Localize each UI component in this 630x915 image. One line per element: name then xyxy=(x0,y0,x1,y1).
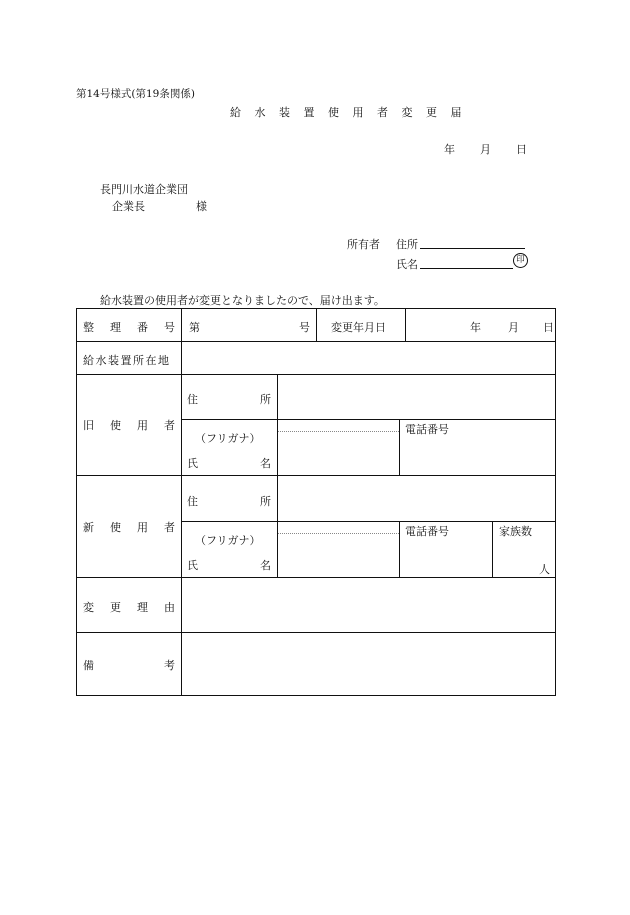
owner-name-field[interactable] xyxy=(420,268,513,269)
old-user-address-label: 住 所 xyxy=(187,393,271,406)
control-number-prefix: 第 xyxy=(189,321,200,334)
location-label: 給水装置所在地 xyxy=(83,354,171,367)
date-month-label: 月 xyxy=(480,143,491,156)
location-field[interactable] xyxy=(183,343,553,372)
form-title: 給 水 装 置 使 用 者 変 更 届 xyxy=(230,106,467,119)
change-form-table xyxy=(76,308,556,696)
old-user-furigana-label: （フリガナ） xyxy=(195,432,261,445)
family-count-label: 家族数 xyxy=(499,525,532,538)
notice-text: 給水装置の使用者が変更となりましたので、届け出ます。 xyxy=(100,294,385,307)
change-date-label: 変更年月日 xyxy=(331,321,386,334)
change-reason-field[interactable] xyxy=(183,579,553,630)
control-number-suffix: 号 xyxy=(299,321,310,334)
new-user-label: 新 使 用 者 xyxy=(83,521,175,534)
form-number: 第14号様式(第19条関係) xyxy=(76,88,195,100)
old-user-name-field[interactable] xyxy=(279,435,397,473)
change-date-month: 月 xyxy=(508,321,519,334)
control-number-label: 整 理 番 号 xyxy=(83,321,175,334)
family-count-unit: 人 xyxy=(539,563,550,576)
addressee-title: 企業長 xyxy=(112,200,145,213)
remarks-field[interactable] xyxy=(183,634,553,693)
new-user-address-label: 住 所 xyxy=(187,495,271,508)
remarks-label: 備 考 xyxy=(83,659,175,672)
date-year-label: 年 xyxy=(444,143,455,156)
new-user-address-field[interactable] xyxy=(279,477,553,519)
owner-name-label: 氏名 xyxy=(396,258,418,271)
control-number-field[interactable] xyxy=(205,313,299,335)
new-user-name-label: 氏 名 xyxy=(187,559,271,572)
old-user-name-label: 氏 名 xyxy=(187,457,271,470)
change-reason-label: 変 更 理 由 xyxy=(83,601,175,614)
change-date-year: 年 xyxy=(470,321,481,334)
old-user-address-field[interactable] xyxy=(279,376,553,417)
new-user-name-field[interactable] xyxy=(279,537,397,575)
addressee-honorific: 様 xyxy=(196,200,207,213)
old-user-phone-label: 電話番号 xyxy=(405,423,449,436)
addressee-org: 長門川水道企業団 xyxy=(100,183,188,196)
old-user-label: 旧 使 用 者 xyxy=(83,419,175,432)
change-date-day: 日 xyxy=(543,321,554,334)
date-day-label: 日 xyxy=(516,143,527,156)
seal-mark: 印 xyxy=(513,253,528,268)
owner-address-label: 住所 xyxy=(396,238,418,251)
new-user-furigana-label: （フリガナ） xyxy=(195,534,261,547)
owner-label: 所有者 xyxy=(347,238,380,251)
owner-address-field[interactable] xyxy=(420,248,525,249)
new-user-phone-label: 電話番号 xyxy=(405,525,449,538)
